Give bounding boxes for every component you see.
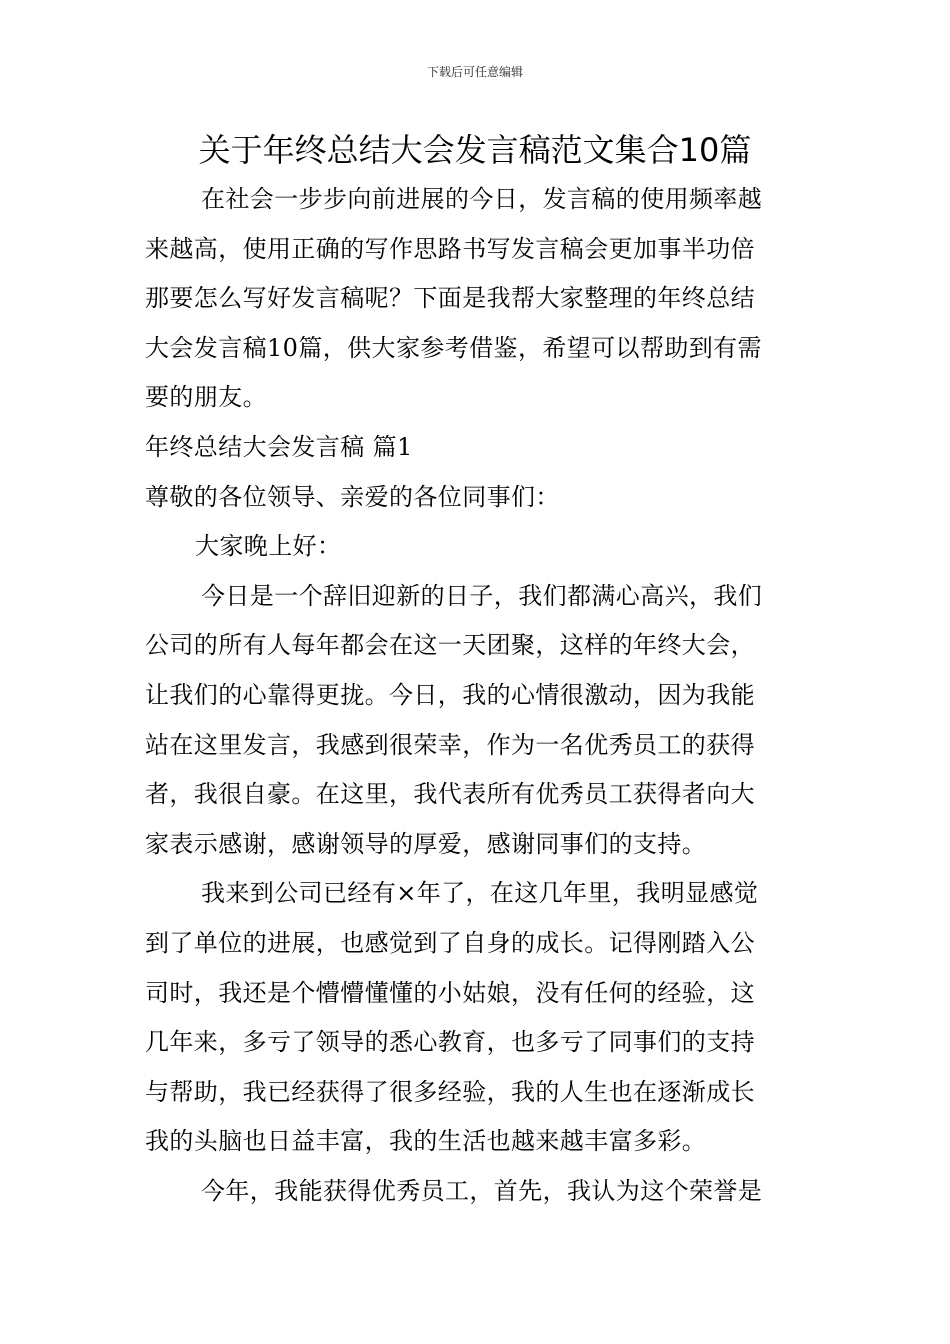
paragraph-line: 到了单位的进展，也感觉到了自身的成长。记得刚踏入公 — [145, 928, 755, 957]
document-body — [145, 175, 807, 1216]
paragraph-line: 公司的所有人每年都会在这一天团聚，这样的年终大会， — [145, 631, 755, 660]
paragraph-line: 今年，我能获得优秀员工，首先，我认为这个荣誉是 — [201, 1176, 763, 1205]
greeting: 大家晚上好： — [195, 532, 342, 561]
page-header-note: 下载后可任意编辑 — [426, 65, 523, 79]
paragraph-line: 家表示感谢，感谢领导的厚爱，感谢同事们的支持。 — [145, 829, 707, 858]
document-title: 关于年终总结大会发言稿范文集合10篇 — [198, 131, 752, 169]
paragraph-line: 几年来，多亏了领导的悉心教育，也多亏了同事们的支持 — [145, 1028, 755, 1057]
section-heading: 年终总结大会发言稿 篇1 — [145, 432, 413, 461]
paragraph-line: 来越高，使用正确的写作思路书写发言稿会更加事半功倍 — [145, 234, 755, 263]
paragraph-line: 者，我很自豪。在这里，我代表所有优秀员工获得者向大 — [145, 780, 755, 809]
paragraph-line: 让我们的心靠得更拢。今日，我的心情很激动，因为我能 — [145, 680, 755, 709]
paragraph-line: 今日是一个辞旧迎新的日子，我们都满心高兴，我们 — [201, 581, 763, 610]
paragraph-line: 站在这里发言，我感到很荣幸，作为一名优秀员工的获得 — [145, 730, 755, 759]
paragraph-line: 司时，我还是个懵懵懂懂的小姑娘，没有任何的经验，这 — [145, 978, 755, 1007]
paragraph-line: 我的头脑也日益丰富，我的生活也越来越丰富多彩。 — [145, 1127, 707, 1156]
paragraph-line: 在社会一步步向前进展的今日，发言稿的使用频率越 — [201, 185, 763, 213]
salutation: 尊敬的各位领导、亲爱的各位同事们： — [145, 482, 560, 511]
paragraph-line: 大会发言稿10篇，供大家参考借鉴，希望可以帮助到有需 — [145, 333, 762, 362]
paragraph-line: 与帮助，我已经获得了很多经验，我的人生也在逐渐成长 — [145, 1077, 755, 1106]
paragraph-line: 要的朋友。 — [145, 383, 267, 412]
paragraph-line: 那要怎么写好发言稿呢？下面是我帮大家整理的年终总结 — [145, 284, 755, 313]
paragraph-line: 我来到公司已经有×年了，在这几年里，我明显感觉 — [201, 879, 759, 908]
